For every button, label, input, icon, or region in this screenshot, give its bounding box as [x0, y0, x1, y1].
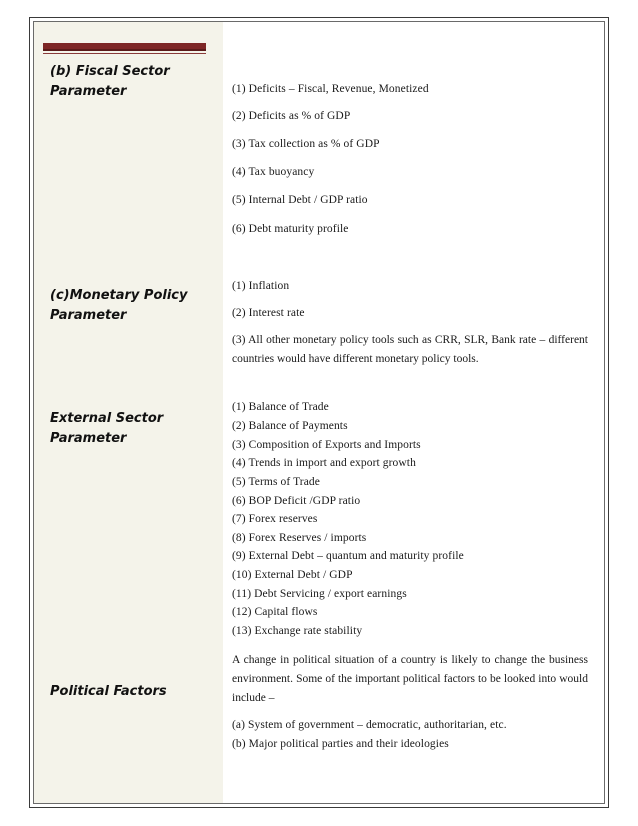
heading-line: Parameter: [50, 431, 127, 446]
political-item: (b) Major political parties and their ideologies: [232, 738, 449, 750]
heading-line: External Sector: [50, 411, 164, 426]
fiscal-item: (4) Tax buoyancy: [232, 166, 315, 178]
fiscal-item: (5) Internal Debt / GDP ratio: [232, 194, 368, 206]
external-item: (10) External Debt / GDP: [232, 569, 353, 581]
fiscal-item: (2) Deficits as % of GDP: [232, 110, 351, 122]
external-item: (3) Composition of Exports and Imports: [232, 439, 421, 451]
monetary-item: (2) Interest rate: [232, 307, 305, 319]
monetary-item: (1) Inflation: [232, 280, 290, 292]
external-sector-heading: [50, 409, 215, 449]
heading-line: Parameter: [50, 84, 127, 99]
political-factors-heading: [50, 682, 215, 702]
external-item: (4) Trends in import and export growth: [232, 457, 416, 469]
heading-line: Political Factors: [50, 684, 167, 699]
external-item: (12) Capital flows: [232, 606, 318, 618]
fiscal-item: (3) Tax collection as % of GDP: [232, 138, 380, 150]
monetary-paragraph: (3) All other monetary policy tools such as CRR, SLR, Bank rate – different countries would have different monetary policy tools.: [232, 334, 588, 365]
external-item: (5) Terms of Trade: [232, 476, 320, 488]
external-item: (11) Debt Servicing / export earnings: [232, 588, 407, 600]
fiscal-item: (6) Debt maturity profile: [232, 223, 349, 235]
header-accent-line: [43, 53, 206, 54]
fiscal-item: (1) Deficits – Fiscal, Revenue, Monetized: [232, 83, 429, 95]
political-paragraph: A change in political situation of a country is likely to change the business environment. Some of the important political factors to be looked into would include –: [232, 654, 588, 704]
external-item: (7) Forex reserves: [232, 513, 318, 525]
heading-line: Parameter: [50, 308, 127, 323]
external-item: (6) BOP Deficit /GDP ratio: [232, 495, 361, 507]
heading-line: (c)Monetary Policy: [50, 288, 188, 303]
external-item: (2) Balance of Payments: [232, 420, 348, 432]
monetary-policy-heading: [50, 286, 215, 326]
fiscal-sector-heading: [50, 62, 215, 102]
header-accent-bar: [43, 43, 206, 51]
external-item: (8) Forex Reserves / imports: [232, 532, 367, 544]
external-item: (9) External Debt – quantum and maturity profile: [232, 550, 464, 562]
political-item: (a) System of government – democratic, authoritarian, etc.: [232, 719, 507, 731]
external-item: (1) Balance of Trade: [232, 401, 329, 413]
external-item: (13) Exchange rate stability: [232, 625, 363, 637]
heading-line: (b) Fiscal Sector: [50, 64, 170, 79]
